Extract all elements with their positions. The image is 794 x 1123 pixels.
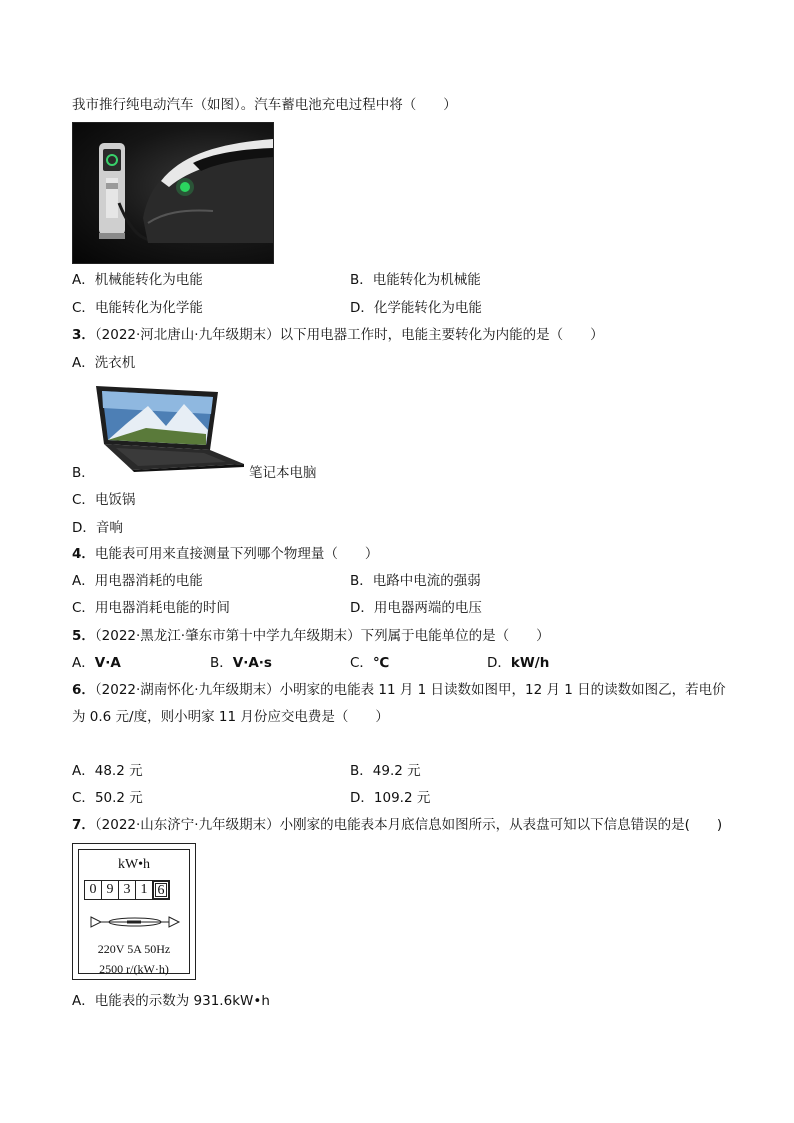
q7-stem: 7．（2022·山东济宁·九年级期末）小刚家的电能表本月底信息如图所示，从表盘可知以下信息错误的是( ): [72, 817, 723, 833]
q3-stem: 3．（2022·河北唐山·九年级期末）以下用电器工作时，电能主要转化为内能的是（ ）: [72, 327, 604, 343]
meter-revolutions: 2500 r/(kW·h): [99, 962, 169, 976]
q4-option-a[interactable]: A．用电器消耗的电能: [72, 573, 203, 589]
q2-option-a[interactable]: A．机械能转化为电能: [72, 272, 203, 288]
ev-charging-illustration: [73, 123, 273, 263]
q2-stem: 我市推行纯电动汽车（如图）。汽车蓄电池充电过程中将（ ）: [72, 97, 457, 113]
q7-option-a[interactable]: A．电能表的示数为 931.6kW•h: [72, 993, 270, 1009]
meter-face: [78, 849, 190, 974]
laptop-illustration: [86, 384, 246, 472]
q6-option-d[interactable]: D．109.2 元: [350, 790, 431, 806]
q5-option-a[interactable]: A．V·A: [72, 655, 121, 671]
q2-option-c[interactable]: C．电能转化为化学能: [72, 300, 203, 316]
q5-option-b[interactable]: B．V·A·s: [210, 655, 272, 671]
q3-option-a[interactable]: A．洗衣机: [72, 355, 136, 371]
laptop-image: [86, 384, 246, 472]
meter-digit-1: 0: [84, 880, 102, 900]
q4-option-b[interactable]: B．电路中电流的强弱: [350, 573, 481, 589]
q3-option-b-label[interactable]: B．: [72, 465, 95, 481]
q6-option-a[interactable]: A．48.2 元: [72, 763, 143, 779]
q5-stem: 5．（2022·黑龙江·肇东市第十中学九年级期末）下列属于电能单位的是（ ）: [72, 628, 550, 644]
electric-meter-figure: [72, 843, 196, 980]
q3-option-b-text: 笔记本电脑: [249, 465, 317, 481]
q3-option-d[interactable]: D．音响: [72, 520, 123, 536]
ev-charging-image: [72, 122, 274, 264]
meter-digit-3: 3: [118, 880, 136, 900]
meter-digit-decimal: 6: [152, 880, 170, 900]
q6-option-c[interactable]: C．50.2 元: [72, 790, 143, 806]
meter-digits: [85, 880, 170, 900]
q6-stem-line2: 为 0.6 元/度，则小明家 11 月份应交电费是（ ）: [72, 709, 389, 725]
meter-spec: 220V 5A 50Hz: [97, 942, 171, 956]
meter-unit: kW•h: [117, 857, 151, 872]
q4-stem: 4．电能表可用来直接测量下列哪个物理量（ ）: [72, 546, 379, 562]
q6-option-b[interactable]: B．49.2 元: [350, 763, 421, 779]
meter-rotating-disc-icon: [89, 912, 181, 932]
q6-stem-line1: 6．（2022·湖南怀化·九年级期末）小明家的电能表 11 月 1 日读数如图甲，12 月 1 日的读数如图乙，若电价: [72, 682, 726, 698]
q2-option-d[interactable]: D．化学能转化为电能: [350, 300, 482, 316]
meter-digit-2: 9: [101, 880, 119, 900]
meter-digit-4: 1: [135, 880, 153, 900]
q5-option-d[interactable]: D．kW/h: [487, 655, 550, 671]
q2-option-b[interactable]: B．电能转化为机械能: [350, 272, 481, 288]
q4-option-d[interactable]: D．用电器两端的电压: [350, 600, 482, 616]
q3-option-c[interactable]: C．电饭锅: [72, 492, 136, 508]
q5-option-c[interactable]: C．℃: [350, 655, 390, 671]
q4-option-c[interactable]: C．用电器消耗电能的时间: [72, 600, 230, 616]
